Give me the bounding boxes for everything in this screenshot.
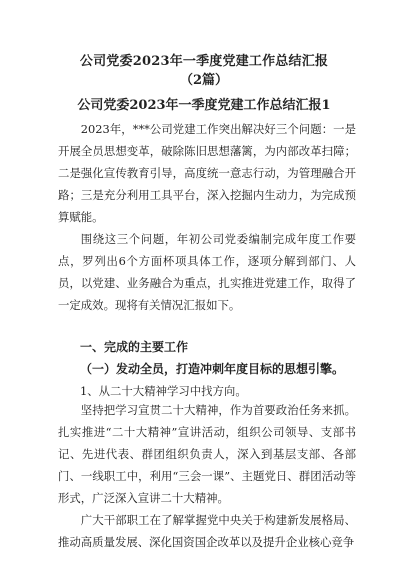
study-paragraph: 坚持把学习宣贯二十大精神，作为首要政治任务来抓。扎实推进“二十大精神”宣讲活动，组织公司领导、支部书记、先进代表、群团组织负责人，深入到基层支部、各部门、一线职工中，利用“三会一课”、主题党日、群团活动等形式，广泛深入宣讲二十大精神。 — [58, 403, 356, 505]
cadres-paragraph: 广大干部职工在了解掌握党中央关于构建新发展格局、推动高质量发展、深化国资国企改革以及提升企业核心竞争 — [58, 513, 356, 549]
intro-paragraph: 2023年，***公司党建工作突出解决好三个问题：一是开展全员思想变革，破除陈旧思想藩篱，为内部改革扫障；二是强化宣传教育引导，高度统一意志行动，为管理融合开路；三是充分利用工具平台，深入挖掘内生动力，为完成预算赋能。 — [58, 122, 356, 224]
section-title: 公司党委2023年一季度党建工作总结汇报1 — [77, 98, 331, 113]
list-item-direction: 1、从二十大精神学习中找方向。 — [80, 384, 247, 398]
document-title: 公司党委2023年一季度党建工作总结汇报 — [79, 54, 329, 69]
focus-paragraph: 围绕这三个问题，年初公司党委编制完成年度工作要点，罗列出6个方面杯项具体工作，逐项分解到部门、人员，以党建、业务融合为重点，扎实推进党建工作，取得了一定成效。现将有关情况汇报如下。 — [58, 232, 356, 312]
heading-main-work: 一、完成的主要工作 — [80, 340, 189, 354]
document-subtitle: （2篇） — [179, 73, 229, 88]
heading-mobilize: （一）发动全员，打造冲刺年度目标的思想引擎。 — [80, 362, 345, 376]
